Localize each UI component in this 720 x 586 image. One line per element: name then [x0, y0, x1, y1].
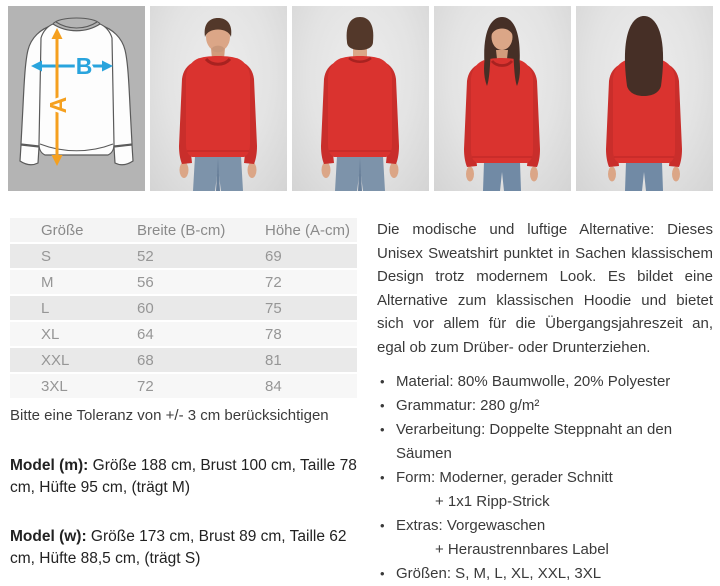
description-column [377, 218, 713, 586]
width-value: 52 [137, 243, 265, 269]
size-info-column [10, 218, 358, 570]
model-m-text: Größe 188 cm, Brust 100 cm, Taille 78 cm, Hüfte 95 cm, (trägt M) [10, 457, 357, 496]
size-table [10, 218, 357, 400]
size-row-xxl [10, 347, 357, 373]
model-m-info [10, 455, 362, 499]
spec-grammatur: • Grammatur: 280 g/m² [377, 394, 713, 418]
size-label: XXL [10, 347, 137, 373]
width-arrow-label: B [75, 53, 93, 79]
size-row-3xl [10, 373, 357, 399]
height-value: 75 [265, 295, 357, 321]
sweatshirt-outline-drawing [8, 6, 145, 191]
height-value: 84 [265, 373, 357, 399]
width-value: 72 [137, 373, 265, 399]
height-value: 69 [265, 243, 357, 269]
column-hoehe: Höhe (A-cm) [265, 218, 357, 243]
size-table-header [10, 218, 357, 243]
woman-front-photo [434, 6, 571, 191]
model-w-text: Größe 173 cm, Brust 89 cm, Taille 62 cm, Hüfte 88,5 cm, (trägt S) [10, 528, 347, 567]
spec-verarbeitung: • Verarbeitung: Doppelte Steppnaht an den Säumen [377, 418, 713, 466]
size-diagram-image[interactable] [8, 6, 145, 191]
width-value: 60 [137, 295, 265, 321]
size-label: S [10, 243, 137, 269]
spec-groessen: • Größen: S, M, L, XL, XXL, 3XL [377, 562, 713, 586]
size-row-m [10, 269, 357, 295]
column-breite: Breite (B-cm) [137, 218, 265, 243]
man-front-photo [150, 6, 287, 191]
height-value: 81 [265, 347, 357, 373]
width-value: 64 [137, 321, 265, 347]
width-value: 56 [137, 269, 265, 295]
height-arrow-label: A [45, 96, 71, 114]
height-value: 72 [265, 269, 357, 295]
spec-form-cont: + 1x1 Ripp-Strick [435, 493, 550, 510]
product-details [0, 218, 720, 586]
photo-woman-front[interactable] [434, 6, 571, 191]
size-label: XL [10, 321, 137, 347]
product-gallery [0, 0, 720, 191]
size-row-s [10, 243, 357, 269]
size-label: 3XL [10, 373, 137, 399]
tolerance-note: Bitte eine Toleranz von +/- 3 cm berücksichtigen [10, 407, 329, 424]
size-row-l [10, 295, 357, 321]
spec-extras-cont: + Heraustrennbares Label [435, 541, 609, 558]
product-description: Die modische und luftige Alternative: Dieses Unisex Sweatshirt punktet in Sachen klassischem Design trotz modernem Look. Es bildet eine Alternative zum klassischen Hoodie und bietet sich vor allem für die Übergangsjahreszeit an, egal ob zum Drüber- oder Drunterziehen. [377, 221, 713, 356]
photo-man-front[interactable] [150, 6, 287, 191]
size-row-xl [10, 321, 357, 347]
photo-man-back[interactable] [292, 6, 429, 191]
spec-extras: • Extras: Vorgewaschen [377, 514, 713, 538]
model-w-label: Model (w): [10, 528, 87, 545]
height-value: 78 [265, 321, 357, 347]
column-groesse: Größe [10, 218, 137, 243]
model-w-info [10, 526, 362, 570]
man-back-photo [292, 6, 429, 191]
width-value: 68 [137, 347, 265, 373]
size-label: M [10, 269, 137, 295]
spec-form: • Form: Moderner, gerader Schnitt [377, 466, 713, 490]
woman-back-photo [576, 6, 713, 191]
spec-material: • Material: 80% Baumwolle, 20% Polyester [377, 370, 713, 394]
photo-woman-back[interactable] [576, 6, 713, 191]
spec-list [377, 370, 713, 586]
model-m-label: Model (m): [10, 457, 89, 474]
size-label: L [10, 295, 137, 321]
